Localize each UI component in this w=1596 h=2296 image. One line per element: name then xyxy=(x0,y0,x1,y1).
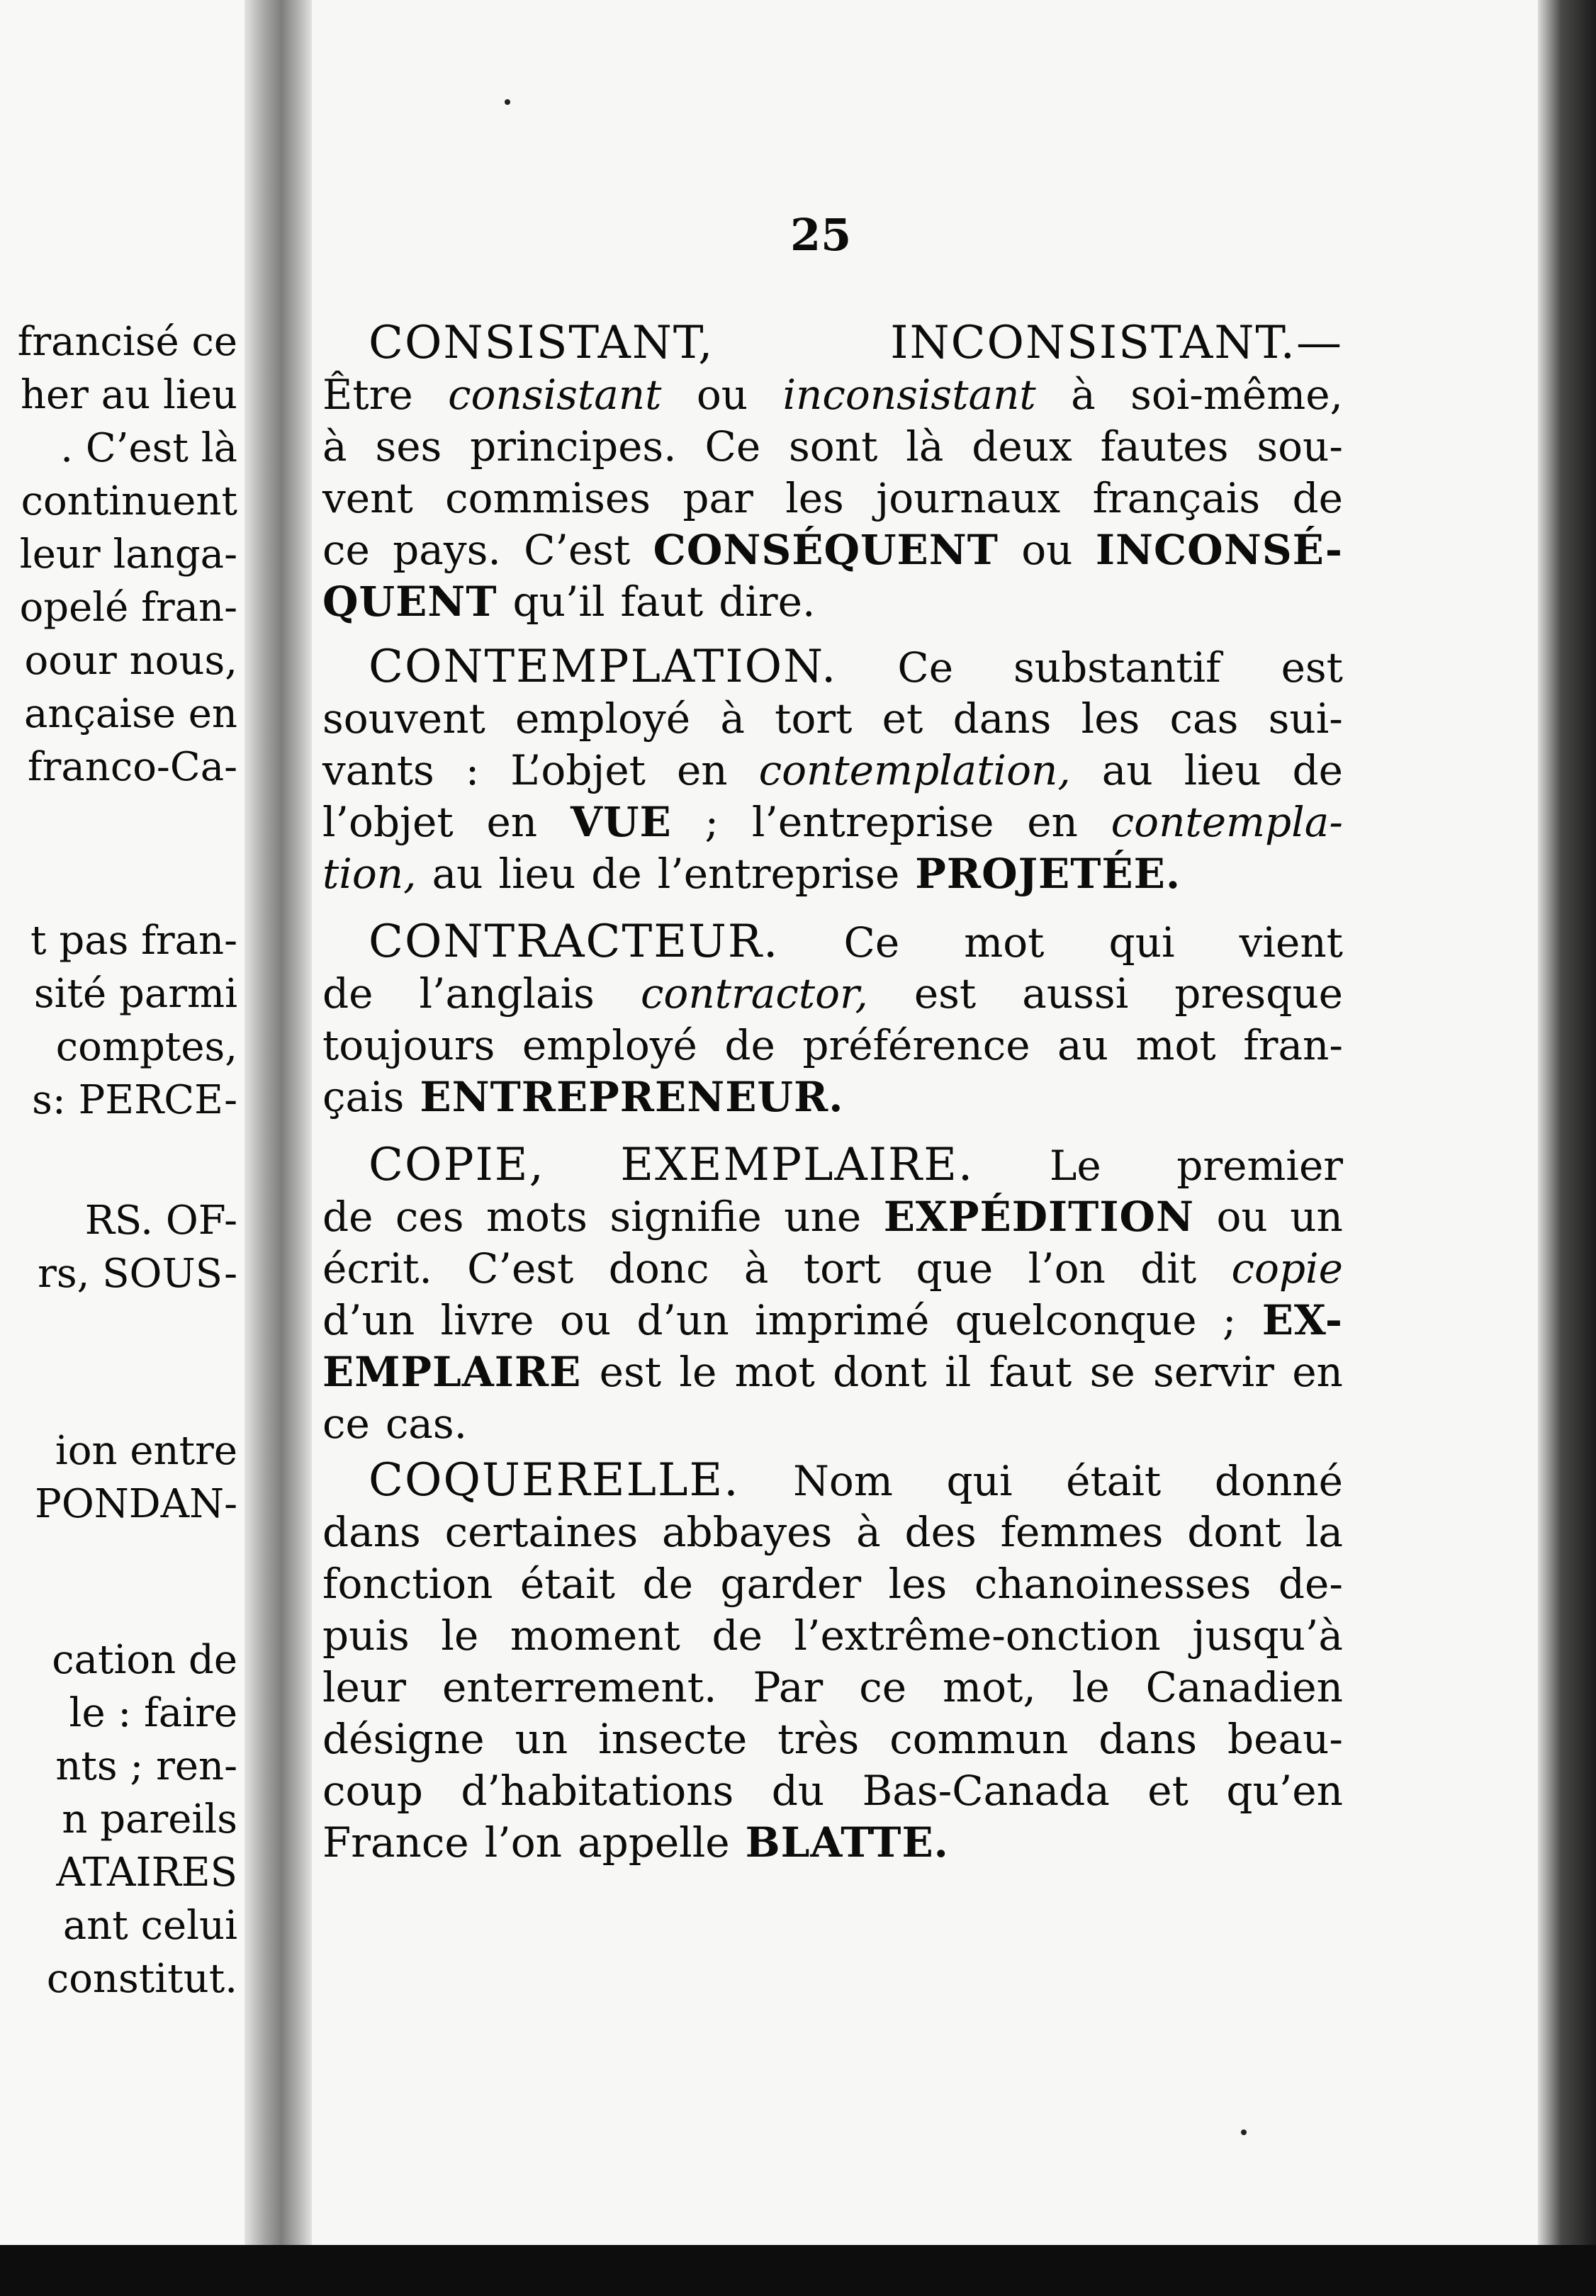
word: L’objet xyxy=(510,746,646,794)
word: dans xyxy=(322,1508,421,1556)
word: qu’il xyxy=(512,578,605,626)
word: donné xyxy=(1214,1457,1343,1505)
word: ; xyxy=(1222,1296,1237,1344)
word: faut xyxy=(989,1348,1072,1396)
word: tort xyxy=(775,694,853,743)
text-line xyxy=(322,968,1343,1019)
word: la xyxy=(1305,1508,1343,1556)
entry-headline xyxy=(322,1455,1343,1506)
text-line xyxy=(322,1243,1343,1294)
word: très xyxy=(777,1715,860,1763)
word: COQUERELLE. xyxy=(369,1454,740,1507)
word: puis xyxy=(322,1611,410,1660)
left-page-fragment: RS. OF- xyxy=(84,1198,237,1244)
word: ce xyxy=(322,1400,370,1448)
text-line xyxy=(322,1662,1343,1713)
word: signifie xyxy=(609,1193,762,1241)
word: français xyxy=(1092,474,1261,522)
left-page-fragment: ATAIRES xyxy=(56,1850,237,1896)
word: journaux xyxy=(876,474,1061,522)
entry-headline xyxy=(322,317,1343,368)
word: en xyxy=(1292,1348,1343,1396)
word: vent xyxy=(322,474,413,522)
word: CONTRACTEUR. xyxy=(369,916,780,968)
word: inconsistant xyxy=(782,371,1036,419)
text-line xyxy=(322,1295,1343,1346)
word: était xyxy=(519,1560,615,1608)
word: Nom xyxy=(793,1457,893,1505)
word: Par xyxy=(753,1663,824,1711)
word: les xyxy=(888,1560,948,1608)
word: coup xyxy=(322,1767,423,1815)
left-page-fragment: cation de xyxy=(52,1637,237,1683)
word: commises xyxy=(445,474,651,522)
word: beau- xyxy=(1227,1715,1343,1763)
word: le xyxy=(679,1348,717,1396)
word: dont xyxy=(1187,1508,1282,1556)
word: appelle xyxy=(577,1818,730,1867)
text-line xyxy=(322,473,1343,524)
text-line xyxy=(322,524,1343,575)
word: il xyxy=(945,1348,972,1396)
word: les xyxy=(1081,694,1140,743)
left-page-fragment: continuent xyxy=(21,478,237,524)
word: préférence xyxy=(802,1021,1030,1069)
word: l’on xyxy=(484,1818,562,1867)
word: l’entreprise xyxy=(657,850,900,898)
word: l’on xyxy=(1028,1244,1106,1293)
word: leur xyxy=(322,1663,406,1711)
word: de xyxy=(591,850,642,898)
word: commun xyxy=(889,1715,1069,1763)
word: Le xyxy=(1049,1142,1101,1190)
word: imprimé xyxy=(755,1296,930,1344)
word: ce xyxy=(859,1663,907,1711)
left-page-fragment: ançaise en xyxy=(24,691,237,737)
left-page-fragment: ant celui xyxy=(62,1903,237,1949)
speck xyxy=(505,99,510,105)
word: d’un xyxy=(322,1296,415,1344)
word: et xyxy=(1147,1767,1188,1815)
word: du xyxy=(771,1767,825,1815)
word: là xyxy=(906,422,944,471)
word: garder xyxy=(720,1560,862,1608)
word: COPIE, xyxy=(369,1139,545,1191)
entry-headline xyxy=(322,641,1343,692)
word: est xyxy=(914,969,977,1018)
word: est xyxy=(1281,643,1343,692)
page-number: 25 xyxy=(790,209,852,261)
word: se xyxy=(1089,1348,1135,1396)
word: sui- xyxy=(1268,694,1343,743)
word: INCONSÉ- xyxy=(1095,526,1343,574)
text-line xyxy=(322,693,1343,744)
text-line xyxy=(322,1610,1343,1661)
word: à xyxy=(1071,371,1096,419)
word: insecte xyxy=(598,1715,748,1763)
word: cas xyxy=(1169,694,1239,743)
word: chanoinesses xyxy=(974,1560,1252,1608)
text-line xyxy=(322,1817,1343,1868)
text-line xyxy=(322,745,1343,796)
word: le xyxy=(441,1611,479,1660)
word: sont xyxy=(789,422,878,471)
left-page-fragment: PONDAN- xyxy=(35,1481,237,1527)
word: de xyxy=(712,1611,763,1660)
word: dans xyxy=(952,694,1052,743)
word: lieu xyxy=(498,850,576,898)
text-line xyxy=(322,1020,1343,1071)
word: ou xyxy=(696,371,748,419)
word: une xyxy=(784,1193,862,1241)
word: sou- xyxy=(1257,422,1343,471)
word: le xyxy=(1072,1663,1110,1711)
text-line xyxy=(322,369,1343,420)
word: mot, xyxy=(943,1663,1036,1711)
page-edge xyxy=(1538,0,1596,2296)
word: écrit. xyxy=(322,1244,432,1293)
word: livre xyxy=(440,1296,534,1344)
speck xyxy=(1241,2129,1247,2135)
word: de xyxy=(1292,746,1343,794)
left-page-fragment: her au lieu xyxy=(20,372,237,418)
word: copie xyxy=(1231,1244,1343,1293)
word: fonction xyxy=(322,1560,493,1608)
word: vants xyxy=(322,746,434,794)
word: CONSÉQUENT xyxy=(653,526,999,574)
left-page-fragment: t pas fran- xyxy=(30,918,237,964)
word: EMPLAIRE xyxy=(322,1348,582,1396)
word: consistant xyxy=(448,371,662,419)
word: des xyxy=(904,1508,977,1556)
word: ou xyxy=(1216,1193,1268,1241)
word: QUENT xyxy=(322,578,498,626)
left-page-fragment: s: PERCE- xyxy=(32,1077,237,1123)
word: Être xyxy=(322,371,413,419)
word: les xyxy=(785,474,844,522)
word: principes. xyxy=(470,422,677,471)
word: moment xyxy=(510,1611,680,1660)
word: qu’en xyxy=(1226,1767,1343,1815)
word: à xyxy=(856,1508,881,1556)
word: au xyxy=(432,850,483,898)
word: dont xyxy=(833,1348,927,1396)
word: donc xyxy=(608,1244,709,1293)
text-line xyxy=(322,1071,1343,1122)
text-line xyxy=(322,797,1343,848)
word: de xyxy=(724,1021,775,1069)
word: l’objet xyxy=(322,798,454,846)
left-page-fragment: nts ; ren- xyxy=(55,1743,237,1789)
left-page-fragment: oour nous, xyxy=(24,638,237,684)
left-page-fragment: n pareils xyxy=(62,1796,237,1842)
word: ou xyxy=(1021,526,1073,574)
scan-border xyxy=(0,2245,1596,2296)
word: CONTEMPLATION. xyxy=(369,641,838,693)
word: çais xyxy=(322,1073,405,1121)
text-line xyxy=(322,1346,1343,1397)
left-page-fragment: franco-Ca- xyxy=(27,744,237,790)
word: quelconque xyxy=(955,1296,1197,1344)
word: dans xyxy=(1098,1715,1198,1763)
word: jusqu’à xyxy=(1192,1611,1343,1660)
word: cas. xyxy=(385,1400,468,1448)
text-line xyxy=(322,1507,1343,1558)
word: à xyxy=(720,694,745,743)
entry-headline xyxy=(322,1139,1343,1191)
text-line xyxy=(322,1398,1343,1449)
left-page-fragment: leur langa- xyxy=(19,531,237,578)
text-line xyxy=(322,421,1343,472)
word: ; xyxy=(704,798,719,846)
left-page-fragment: . C’est là xyxy=(60,425,237,471)
word: en xyxy=(1027,798,1078,846)
word: C’est xyxy=(524,526,631,574)
word: INCONSISTANT.— xyxy=(890,317,1343,369)
word: premier xyxy=(1176,1142,1343,1190)
word: pays. xyxy=(393,526,501,574)
word: de xyxy=(1292,474,1343,522)
word: mot xyxy=(1135,1021,1216,1069)
word: deux xyxy=(972,422,1072,471)
word: Ce xyxy=(704,422,761,471)
word: désigne xyxy=(322,1715,485,1763)
word: fautes xyxy=(1100,422,1229,471)
word: presque xyxy=(1174,969,1343,1018)
word: CONSISTANT, xyxy=(369,317,714,369)
word: contempla- xyxy=(1111,798,1343,846)
word: toujours xyxy=(322,1021,495,1069)
word: femmes xyxy=(1000,1508,1164,1556)
left-page-fragment: le : faire xyxy=(69,1690,237,1736)
word: contemplation, xyxy=(758,746,1071,794)
entry-headline xyxy=(322,916,1343,967)
word: mots xyxy=(485,1193,588,1241)
word: : xyxy=(465,746,480,794)
word: qui xyxy=(1108,918,1175,967)
word: qui xyxy=(946,1457,1013,1505)
word: Canadien xyxy=(1145,1663,1343,1711)
word: et xyxy=(882,694,923,743)
text-line xyxy=(322,576,1343,627)
text-line xyxy=(322,848,1343,899)
word: au xyxy=(1101,746,1153,794)
word: un xyxy=(1290,1193,1343,1241)
book-gutter xyxy=(245,0,312,2245)
word: par xyxy=(682,474,753,522)
word: au xyxy=(1057,1021,1108,1069)
text-line xyxy=(322,1558,1343,1609)
text-line xyxy=(322,1713,1343,1765)
left-page-fragment: sité parmi xyxy=(33,971,237,1017)
word: employé xyxy=(522,1021,697,1069)
word: substantif xyxy=(1013,643,1221,692)
word: certaines xyxy=(444,1508,639,1556)
word: de- xyxy=(1278,1560,1343,1608)
word: ses xyxy=(375,422,442,471)
word: tort xyxy=(803,1244,882,1293)
word: C’est xyxy=(467,1244,574,1293)
word: à xyxy=(743,1244,769,1293)
word: employé xyxy=(515,694,691,743)
word: de xyxy=(642,1560,693,1608)
word: Ce xyxy=(897,643,954,692)
word: ENTREPRENEUR. xyxy=(420,1073,844,1121)
left-page-fragment: constitut. xyxy=(46,1956,237,2002)
word: en xyxy=(486,798,538,846)
word: soi-même, xyxy=(1130,371,1343,419)
word: EXEMPLAIRE. xyxy=(620,1139,974,1191)
word: un xyxy=(515,1715,568,1763)
word: Bas-Canada xyxy=(862,1767,1110,1815)
word: était xyxy=(1066,1457,1162,1505)
word: mot xyxy=(734,1348,815,1396)
word: EXPÉDITION xyxy=(883,1193,1194,1241)
word: vient xyxy=(1239,918,1343,967)
word: France xyxy=(322,1818,469,1867)
word: PROJETÉE. xyxy=(915,850,1181,898)
word: EX- xyxy=(1261,1296,1343,1344)
left-page xyxy=(0,0,245,2245)
word: ce xyxy=(322,526,370,574)
word: lieu xyxy=(1184,746,1261,794)
text-line xyxy=(322,1191,1343,1242)
text-line xyxy=(322,1765,1343,1816)
left-page-fragment: rs, SOUS- xyxy=(38,1251,237,1297)
word: de xyxy=(322,969,373,1018)
word: mot xyxy=(964,918,1045,967)
word: dire. xyxy=(719,578,816,626)
word: contractor, xyxy=(640,969,868,1018)
word: l’anglais xyxy=(419,969,595,1018)
word: enterrement. xyxy=(442,1663,717,1711)
word: abbayes xyxy=(661,1508,833,1556)
word: que xyxy=(916,1244,994,1293)
left-page-fragment: ion entre xyxy=(55,1428,237,1474)
word: BLATTE. xyxy=(745,1818,949,1867)
word: tion, xyxy=(322,850,417,898)
word: ces xyxy=(395,1193,464,1241)
left-page-fragment: opelé fran- xyxy=(19,585,237,631)
word: à xyxy=(322,422,347,471)
word: l’extrême-onction xyxy=(794,1611,1161,1660)
word: ou xyxy=(559,1296,612,1344)
word: fran- xyxy=(1243,1021,1343,1069)
word: d’habitations xyxy=(461,1767,734,1815)
word: d’un xyxy=(636,1296,729,1344)
word: de xyxy=(322,1193,373,1241)
word: en xyxy=(676,746,728,794)
word: dit xyxy=(1140,1244,1197,1293)
word: servir xyxy=(1153,1348,1274,1396)
word: VUE xyxy=(570,798,672,846)
word: Ce xyxy=(843,918,900,967)
word: faut xyxy=(620,578,704,626)
word: l’entreprise xyxy=(751,798,994,846)
word: souvent xyxy=(322,694,485,743)
left-page-fragment: comptes, xyxy=(55,1024,237,1070)
word: est xyxy=(599,1348,662,1396)
word: aussi xyxy=(1022,969,1129,1018)
left-page-fragment: francisé ce xyxy=(17,319,237,365)
